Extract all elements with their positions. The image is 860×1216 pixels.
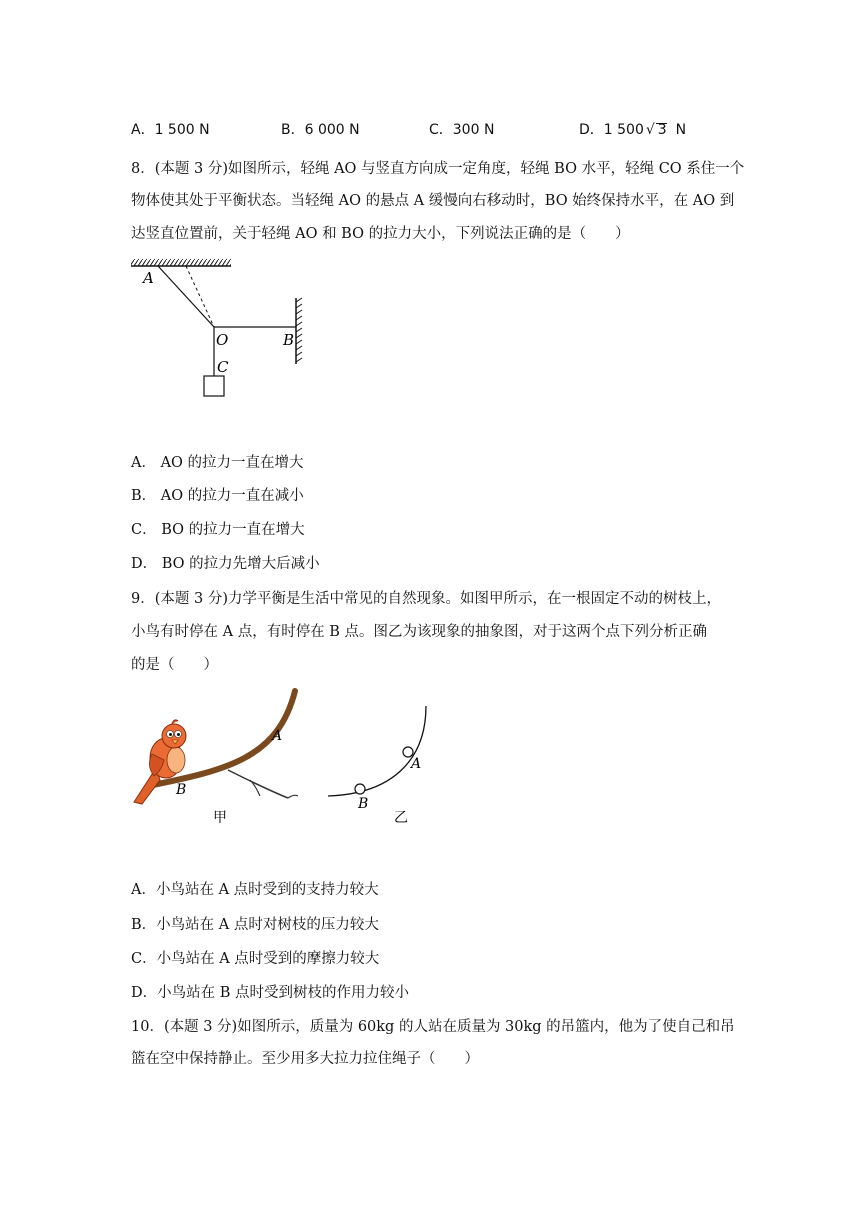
q8-option-c: C． BO 的拉力一直在增大	[131, 522, 305, 538]
q9-yi-label-a: A	[411, 756, 422, 772]
q9-yi-label-b: B	[358, 796, 369, 812]
q7-option-c: C．300 N	[429, 122, 495, 138]
q8-label-c: C	[217, 358, 229, 376]
q9-jia-label-b: B	[176, 782, 187, 798]
q8-option-d: D． BO 的拉力先增大后减小	[131, 556, 320, 572]
q7-option-a: A．1 500 N	[131, 122, 210, 138]
q9-jia-label-a: A	[272, 728, 283, 744]
q8-option-a: A． AO 的拉力一直在增大	[131, 455, 304, 471]
q9-option-c: C．小鸟站在 A 点时受到的摩擦力较大	[131, 951, 380, 967]
q7-option-d-prefix: D．1 500	[579, 122, 644, 138]
q8-label-a: A	[143, 269, 154, 287]
q9-option-d: D．小鸟站在 B 点时受到树枝的作用力较小	[131, 985, 409, 1001]
q9-label-jia: 甲	[213, 810, 227, 826]
q8-label-b: B	[283, 331, 295, 349]
q8-figure	[126, 254, 316, 404]
q8-label-o: O	[216, 331, 229, 349]
q10-text-line-1: 10．(本题 3 分)如图所示，质量为 60kg 的人站在质量为 30kg 的吊篮内，他为了使自己和吊	[131, 1019, 735, 1035]
q8-text-line-1: 8．(本题 3 分)如图所示，轻绳 AO 与竖直方向成一定角度，轻绳 BO 水平，轻绳 CO 系住一个	[131, 161, 745, 177]
q8-option-b: B． AO 的拉力一直在减小	[131, 488, 304, 504]
q9-figure-jia	[128, 688, 308, 830]
q8-text-line-2: 物体使其处于平衡状态。当轻绳 AO 的悬点 A 缓慢向右移动时，BO 始终保持水平，在 AO 到	[131, 193, 735, 209]
q9-option-a: A．小鸟站在 A 点时受到的支持力较大	[131, 882, 379, 898]
q9-text-line-2: 小鸟有时停在 A 点，有时停在 B 点。图乙为该现象的抽象图，对于这两个点下列分析正确	[131, 624, 708, 640]
q9-text-line-3: 的是（ ）	[131, 657, 218, 673]
q7-option-d: D．1 500 √ 3 N	[579, 122, 687, 138]
q10-text-line-2: 篮在空中保持静止。至少用多大拉力拉住绳子（ ）	[131, 1051, 479, 1067]
q9-label-yi: 乙	[394, 810, 408, 826]
q7-option-b: B．6 000 N	[281, 122, 360, 138]
q9-option-b: B．小鸟站在 A 点时对树枝的压力较大	[131, 917, 379, 933]
q7-option-d-root: 3	[657, 122, 667, 138]
q9-text-line-1: 9．(本题 3 分)力学平衡是生活中常见的自然现象。如图甲所示，在一根固定不动的树枝上，	[131, 591, 721, 607]
q7-option-d-unit: N	[675, 122, 687, 138]
q8-text-line-3: 达竖直位置前，关于轻绳 AO 和 BO 的拉力大小，下列说法正确的是（ ）	[131, 226, 630, 242]
q9-figure-yi	[322, 700, 442, 830]
